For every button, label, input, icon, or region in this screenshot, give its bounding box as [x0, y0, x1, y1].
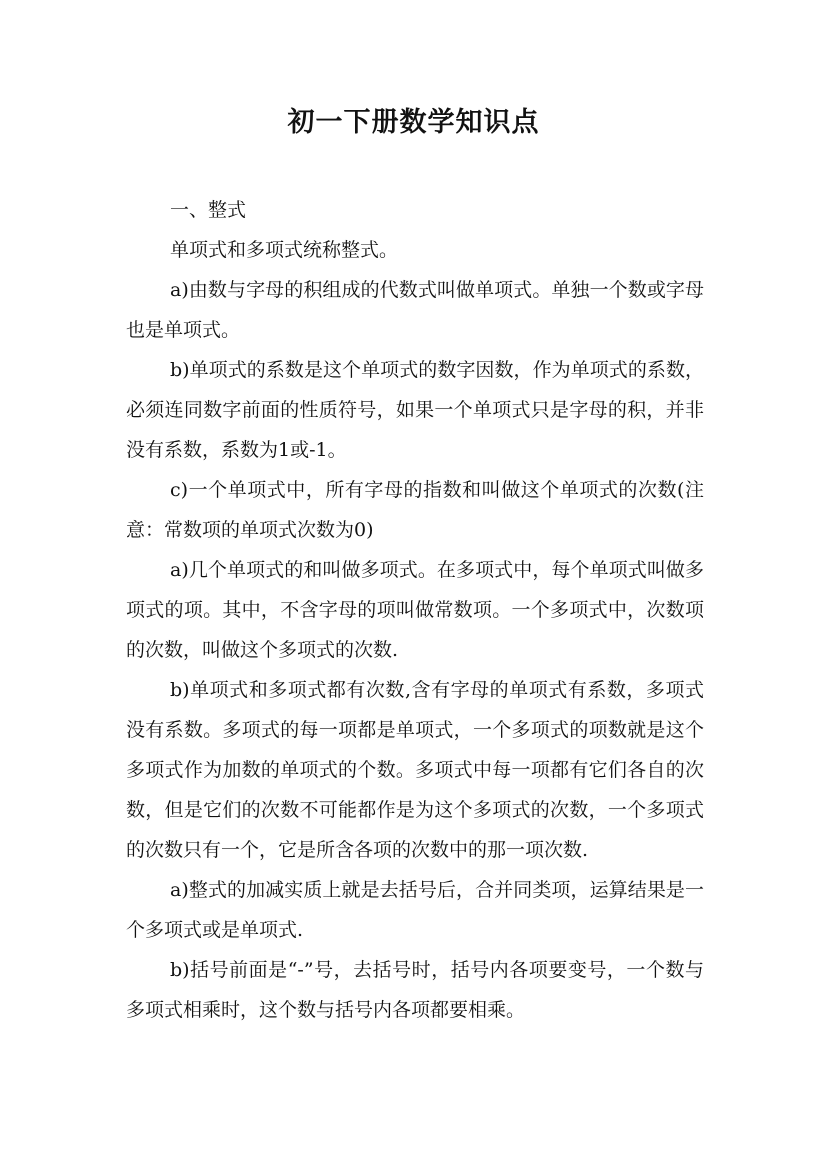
document-body: [126, 190, 704, 1030]
document-title: 初一下册数学知识点: [287, 107, 540, 138]
paragraph: a)几个单项式的和叫做多项式。在多项式中，每个单项式叫做多项式的项。其中，不含字母的项叫做常数项。一个多项式中，次数项的次数，叫做这个多项式的次数.: [126, 559, 704, 661]
paragraph: b)单项式的系数是这个单项式的数字因数，作为单项式的系数，必须连同数字前面的性质符号，如果一个单项式只是字母的积，并非没有系数，系数为1或-1。: [126, 359, 704, 461]
section-heading: 一、整式: [170, 199, 247, 221]
paragraph: b)单项式和多项式都有次数,含有字母的单项式有系数，多项式没有系数。多项式的每一项都是单项式，一个多项式的项数就是这个多项式作为加数的单项式的个数。多项式中每一项都有它们各自的次数，但是它们的次数不可能都作是为这个多项式的次数，一个多项式的次数只有一个，它是所含各项的次数中的那一项次数.: [126, 679, 704, 861]
paragraph: b)括号前面是“-”号，去括号时，括号内各项要变号，一个数与多项式相乘时，这个数与括号内各项都要相乘。: [126, 959, 704, 1021]
paragraph: a)由数与字母的积组成的代数式叫做单项式。单独一个数或字母也是单项式。: [126, 279, 704, 341]
paragraph: c)一个单项式中，所有字母的指数和叫做这个单项式的次数(注意：常数项的单项式次数为0): [126, 479, 704, 541]
paragraph: 单项式和多项式统称整式。: [170, 239, 399, 261]
paragraph: a)整式的加减实质上就是去括号后，合并同类项，运算结果是一个多项式或是单项式.: [126, 879, 704, 941]
